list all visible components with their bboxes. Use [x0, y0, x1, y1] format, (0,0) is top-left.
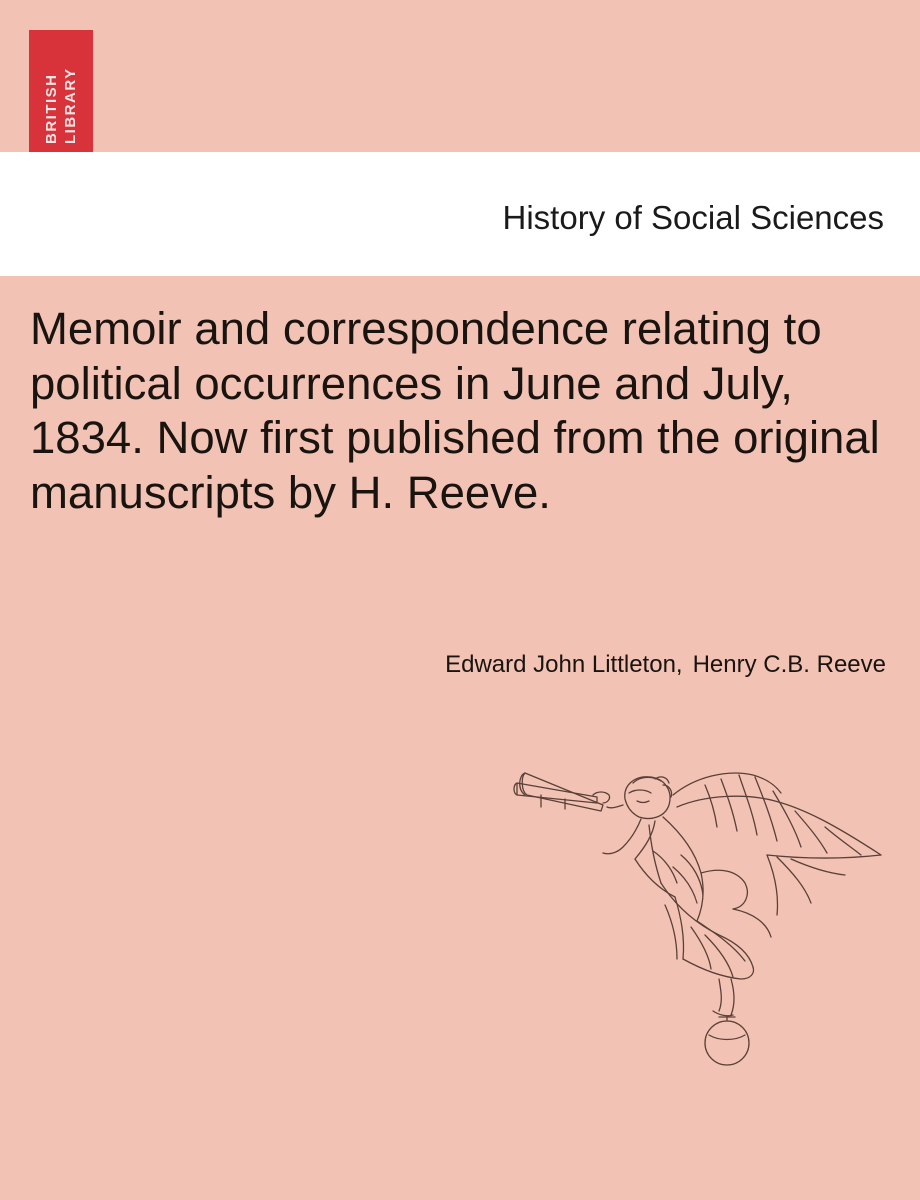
author-2: Henry C.B. Reeve: [692, 651, 886, 678]
british-library-logo-text: [29, 30, 93, 152]
herald-angel-icon: [505, 755, 895, 1075]
authors: [445, 651, 886, 679]
logo-line-library: LIBRARY: [62, 67, 79, 144]
book-title: Memoir and correspondence relating to political occurrences in June and July, 1834. Now first published from the original manuscripts by H. Reeve.: [30, 303, 880, 518]
series-band: [0, 152, 920, 276]
british-library-logo: [29, 30, 93, 152]
author-1: Edward John Littleton,: [445, 651, 683, 678]
series-title: History of Social Sciences: [502, 199, 884, 236]
logo-line-british: BRITISH: [43, 73, 60, 144]
